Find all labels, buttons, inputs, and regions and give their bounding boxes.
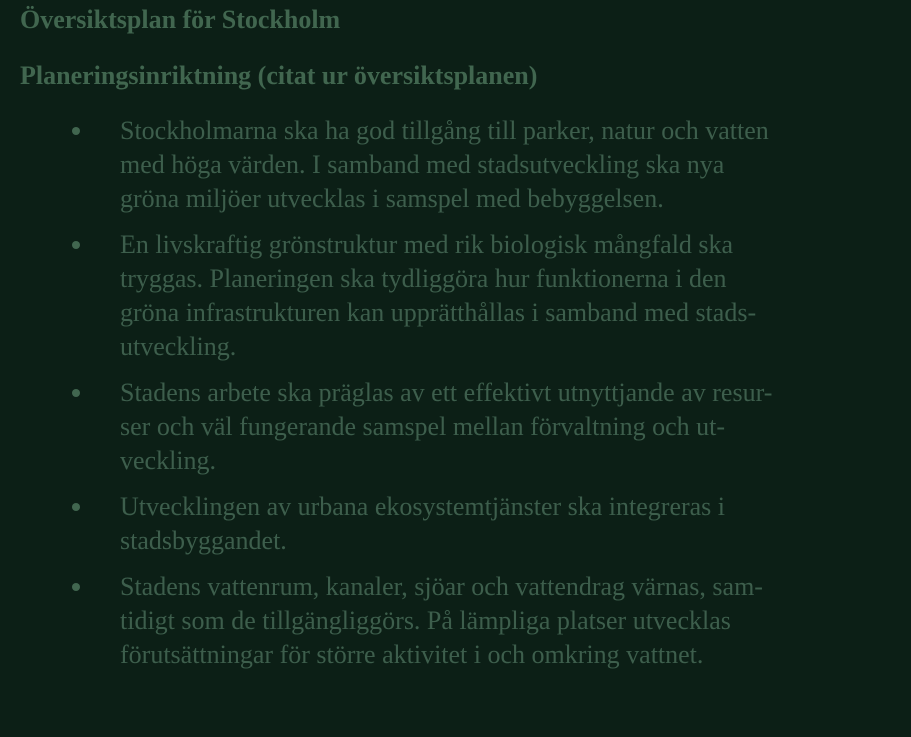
bullet-item-2 [0, 228, 880, 364]
bullet-line: veckling. [120, 446, 217, 475]
bullet-item-5 [0, 570, 880, 672]
bullet-line: tidigt som de tillgängliggörs. På lämpliga platser utvecklas [120, 606, 731, 635]
bullet-item-3 [0, 376, 880, 478]
bullet-line: Utvecklingen av urbana ekosystemtjänster ska integreras i [120, 492, 726, 521]
bullet-list [0, 114, 911, 684]
bullet-icon [72, 127, 80, 135]
bullet-line: gröna infrastrukturen kan upprätthållas i samband med stads- [120, 298, 757, 327]
bullet-icon [72, 583, 80, 591]
bullet-icon [72, 389, 80, 397]
bullet-line: förutsättningar för större aktivitet i och omkring vattnet. [120, 640, 704, 669]
bullet-line: Stockholmarna ska ha god tillgång till parker, natur och vatten [120, 116, 769, 145]
bullet-line: Stadens arbete ska präglas av ett effektivt utnyttjande av resur- [120, 378, 773, 407]
bullet-item-1 [0, 114, 880, 216]
bullet-line: gröna miljöer utvecklas i samspel med bebyggelsen. [120, 184, 664, 213]
bullet-icon [72, 241, 80, 249]
document-subtitle: Planeringsinriktning (citat ur översiktsplanen) [20, 61, 538, 90]
bullet-line: Stadens vattenrum, kanaler, sjöar och vattendrag värnas, sam- [120, 572, 763, 601]
bullet-line: En livskraftig grönstruktur med rik biologisk mångfald ska [120, 230, 734, 259]
bullet-line: utveckling. [120, 332, 237, 361]
bullet-line: med höga värden. I samband med stadsutveckling ska nya [120, 150, 725, 179]
bullet-line: tryggas. Planeringen ska tydliggöra hur funktionerna i den [120, 264, 727, 293]
bullet-line: ser och väl fungerande samspel mellan förvaltning och ut- [120, 412, 726, 441]
bullet-icon [72, 503, 80, 511]
bullet-item-4 [0, 490, 880, 558]
document-title: Översiktsplan för Stockholm [20, 5, 341, 34]
bullet-line: stadsbyggandet. [120, 526, 287, 555]
